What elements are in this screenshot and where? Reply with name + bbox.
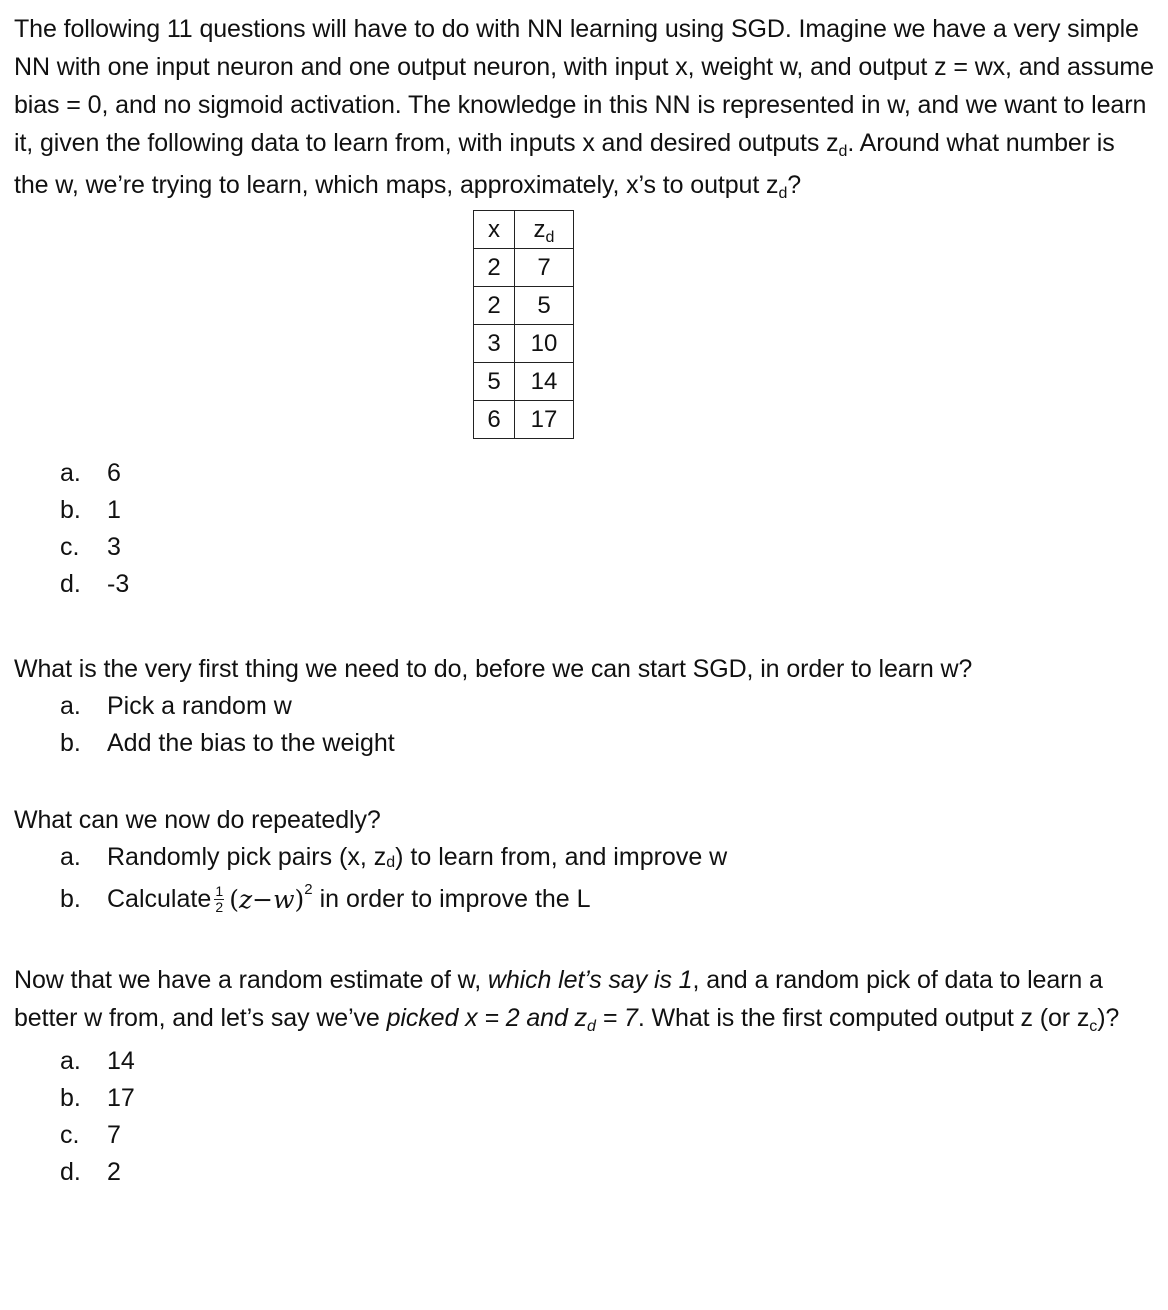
question-4-text: Now that we have a random estimate of w, which let’s say is 1, and a random pick of data to learn a better w from, and let’s say we’ve picked x = 2 and $z_d = 7$. What is the first computed output z (or $z_c$)? <box>14 966 1120 1035</box>
option-a[interactable]: a. Randomly pick pairs (x, z d ) to learn from, and improve w <box>60 843 728 871</box>
question-3-text: What can we now do repeatedly? <box>14 806 381 834</box>
question-2-text: What is the very first thing we need to do, before we can start SGD, in order to learn w? <box>14 655 973 683</box>
option-a[interactable]: a. 6 <box>60 459 121 487</box>
option-c[interactable]: c. 3 <box>60 533 121 561</box>
table-row: 2 5 <box>474 287 574 325</box>
option-a[interactable]: a. Pick a random w <box>60 692 292 720</box>
table-row: 5 14 <box>474 363 574 401</box>
table-row: 2 7 <box>474 249 574 287</box>
header-x: x <box>474 211 515 249</box>
option-d[interactable]: d. 2 <box>60 1158 121 1186</box>
option-b[interactable]: b. Calculate $\frac{1}{2}$ ( z − w ) 2 in order to improve the L <box>60 881 591 915</box>
option-b[interactable]: b. Add the bias to the weight <box>60 729 395 757</box>
question-2-options <box>14 688 1154 762</box>
header-zd: $z_d$ <box>515 211 574 249</box>
question-1-text: The following 11 questions will have to do with NN learning using SGD. Imagine we have a very simple NN with one input neuron and one output neuron, with input x, weight w, and output z = wx, and assume bias = 0, and no sigmoid activation. The knowledge in this NN is represented in w, and we want to learn it, given the following data to learn from, with inputs x and desired outputs $z_d$. Around what number is the w, we’re trying to learn, which maps, approximately, x’s to output $z_d$? <box>14 15 1154 202</box>
subscript-d: d <box>778 185 788 202</box>
document-page <box>14 10 1154 1191</box>
data-table <box>473 210 574 439</box>
table-row: 3 10 <box>474 325 574 363</box>
table-row: 6 17 <box>474 401 574 439</box>
question-4-options <box>14 1043 1154 1191</box>
subscript-d: d <box>838 143 848 160</box>
question-1-options <box>14 455 1154 603</box>
option-b[interactable]: b. 1 <box>60 496 121 524</box>
option-a[interactable]: a. 14 <box>60 1047 135 1075</box>
one-half-fraction: $\frac{1}{2}$ <box>215 883 224 915</box>
question-3-options <box>14 839 1154 923</box>
option-d[interactable]: d. -3 <box>60 570 130 598</box>
table-header-row <box>474 211 574 249</box>
option-b[interactable]: b. 17 <box>60 1084 135 1112</box>
option-c[interactable]: c. 7 <box>60 1121 121 1149</box>
